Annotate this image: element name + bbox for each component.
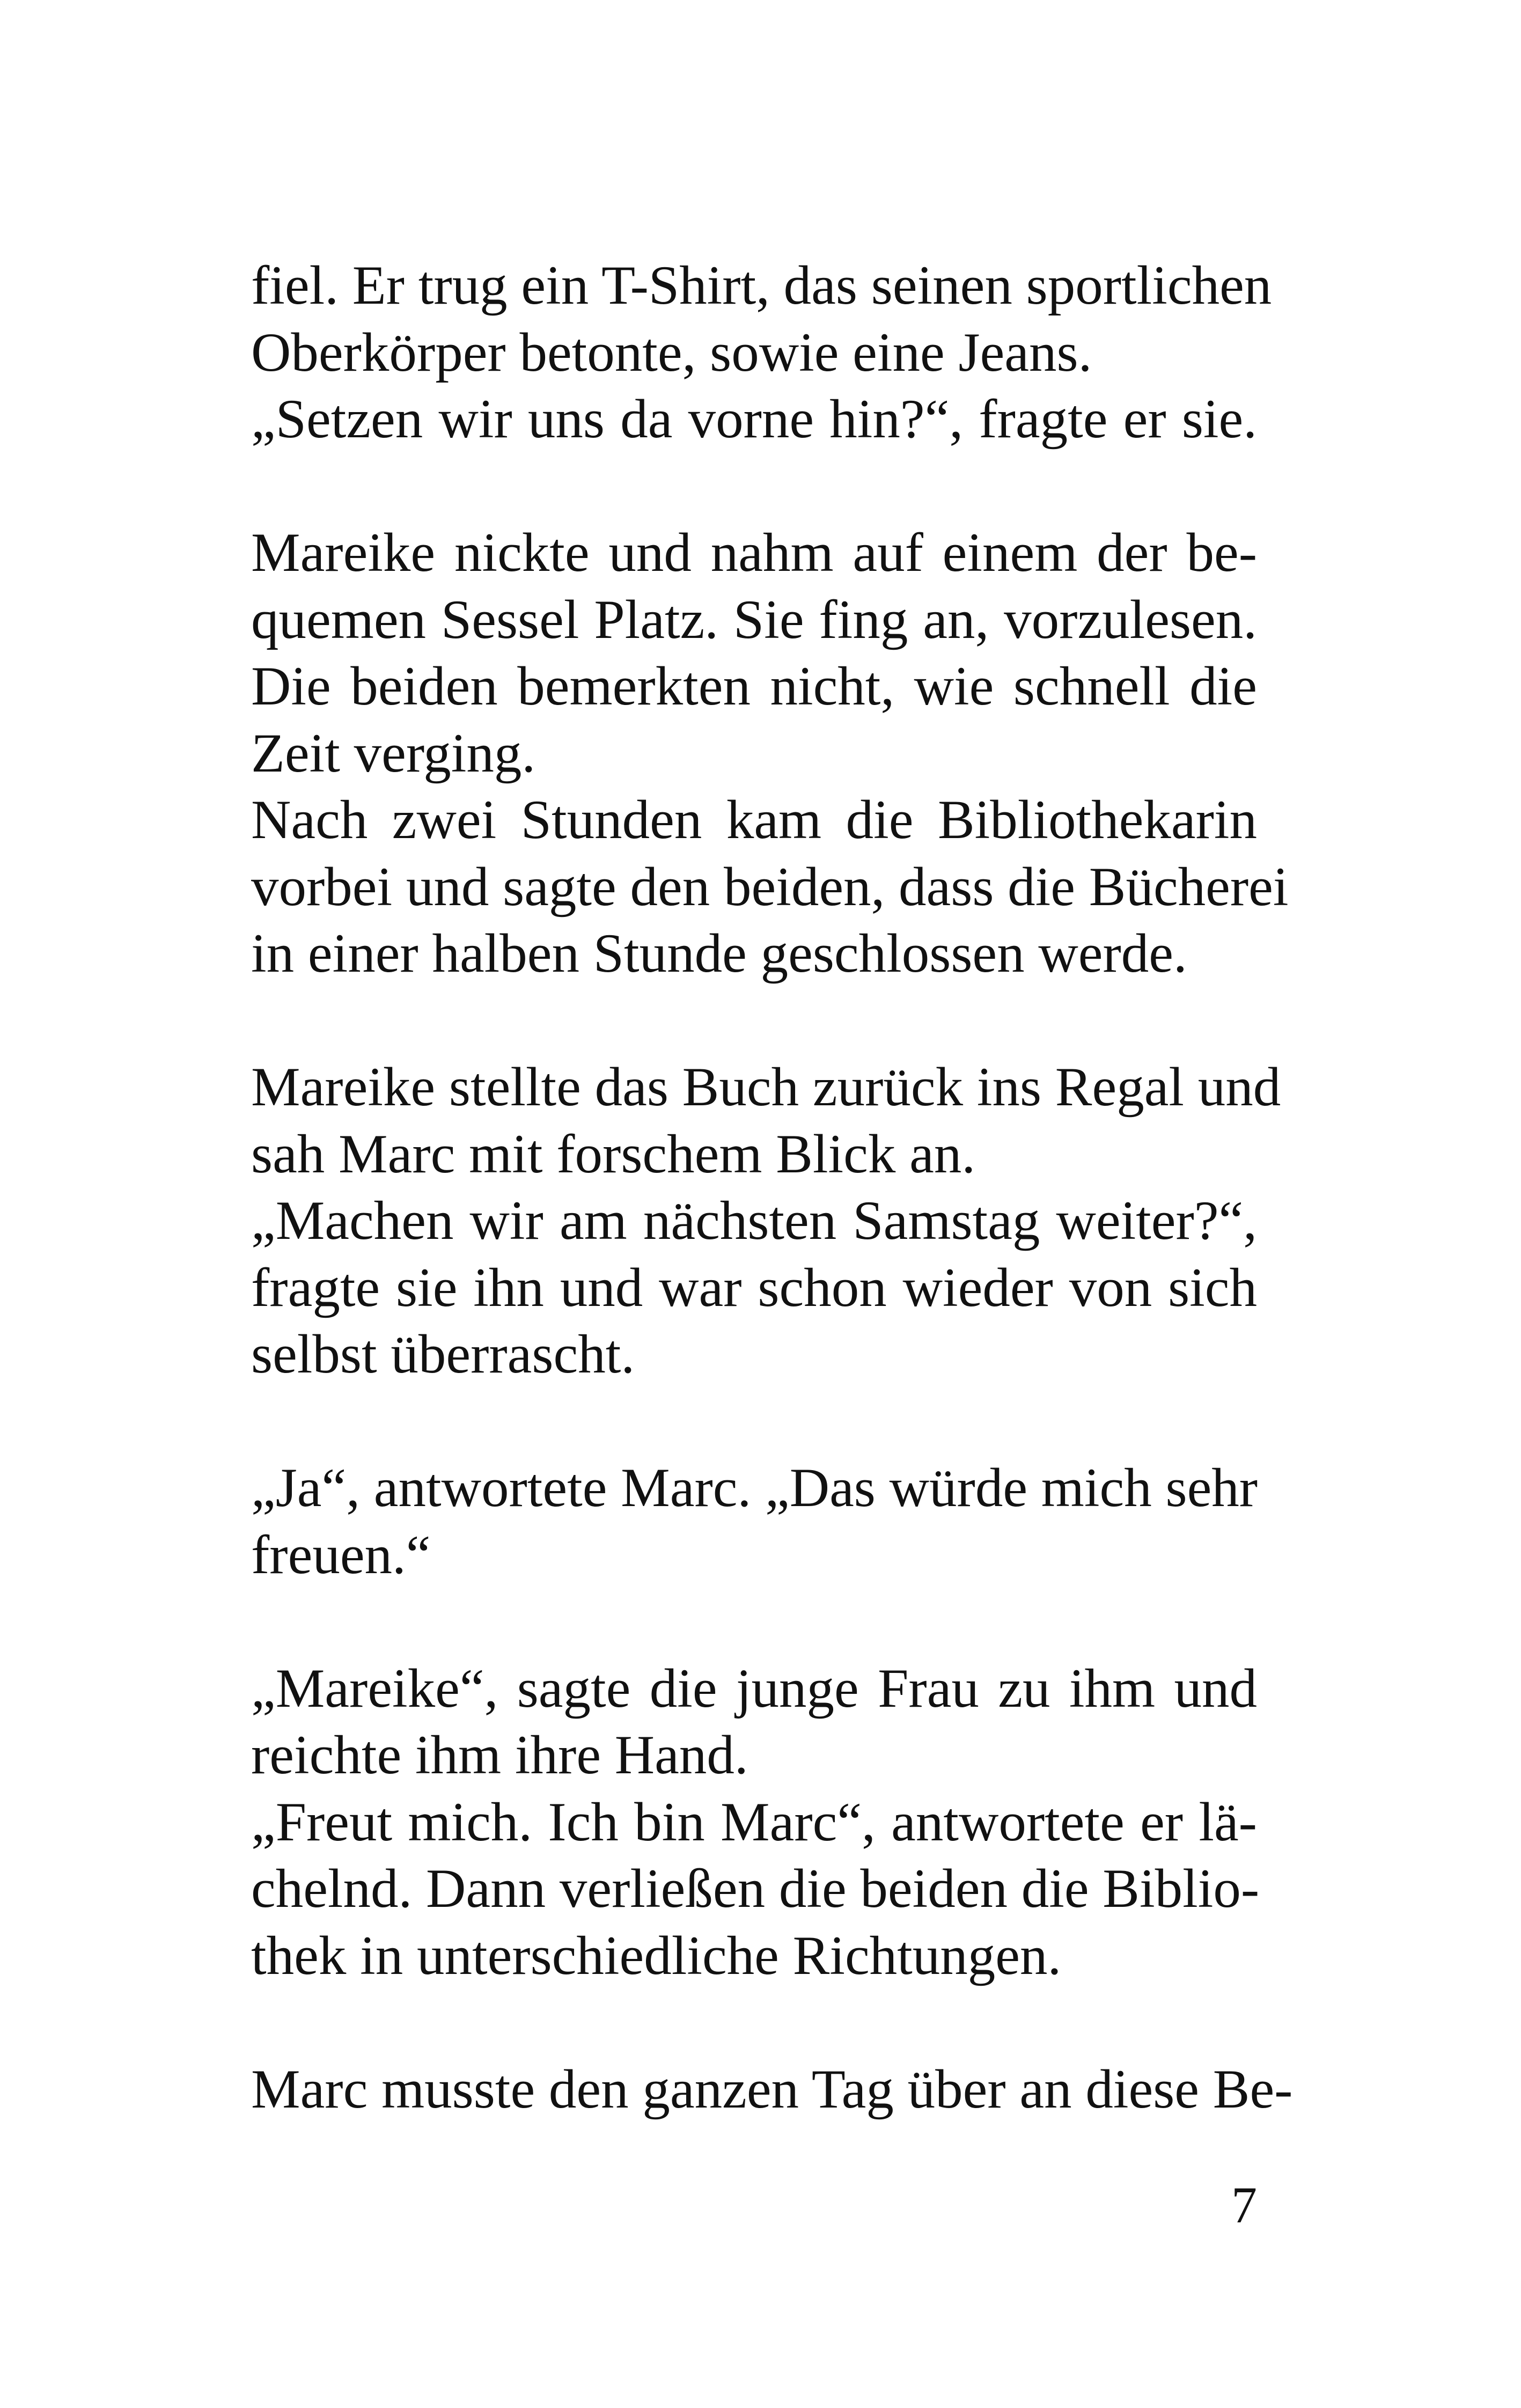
text-line: Oberkörper betonte, sowie eine Jeans. [251, 321, 1092, 383]
text-line: thek in unterschiedliche Richtungen. [251, 1925, 1062, 1986]
paragraph-gap [251, 453, 1257, 520]
text-line: fragte sie ihn und war schon wieder von sich [251, 1257, 1257, 1318]
body-text [251, 252, 1293, 2123]
text-line: Nach zwei Stunden kam die Bibliothekarin [251, 789, 1257, 850]
text-line: vorbei und sagte den beiden, dass die Bücherei [251, 856, 1289, 917]
text-line: „Freut mich. Ich bin Marc“, antwortete er lä- [251, 1791, 1257, 1853]
page-number: 7 [1231, 2176, 1257, 2234]
paragraph-gap [251, 987, 1257, 1054]
text-line: in einer halben Stunde geschlossen werde. [251, 923, 1187, 984]
text-line: Zeit verging. [251, 722, 536, 784]
text-line: fiel. Er trug ein T-Shirt, das seinen sportlichen [251, 255, 1272, 316]
text-line: „Machen wir am nächsten Samstag weiter?“, [251, 1190, 1257, 1251]
text-line: „Ja“, antwortete Marc. „Das würde mich sehr [251, 1457, 1258, 1518]
text-line: „Mareike“, sagte die junge Frau zu ihm und [251, 1657, 1257, 1719]
text-line: Marc musste den ganzen Tag über an diese Be- [251, 2058, 1293, 2120]
text-line: quemen Sessel Platz. Sie fing an, vorzulesen. [251, 589, 1257, 650]
text-line: freuen.“ [251, 1524, 431, 1585]
text-line: sah Marc mit forschem Blick an. [251, 1123, 976, 1185]
text-line: chelnd. Dann verließen die beiden die Biblio- [251, 1858, 1260, 1919]
text-line: selbst überrascht. [251, 1324, 635, 1385]
paragraph-gap [251, 1388, 1257, 1455]
text-line: „Setzen wir uns da vorne hin?“, fragte er sie. [251, 388, 1257, 450]
text-line: Mareike stellte das Buch zurück ins Regal und [251, 1056, 1281, 1118]
paragraph-gap [251, 1989, 1257, 2056]
paragraph-gap [251, 1588, 1257, 1655]
text-line: reichte ihm ihre Hand. [251, 1724, 748, 1786]
text-line: Mareike nickte und nahm auf einem der be- [251, 522, 1257, 583]
text-line: Die beiden bemerkten nicht, wie schnell die [251, 656, 1257, 717]
